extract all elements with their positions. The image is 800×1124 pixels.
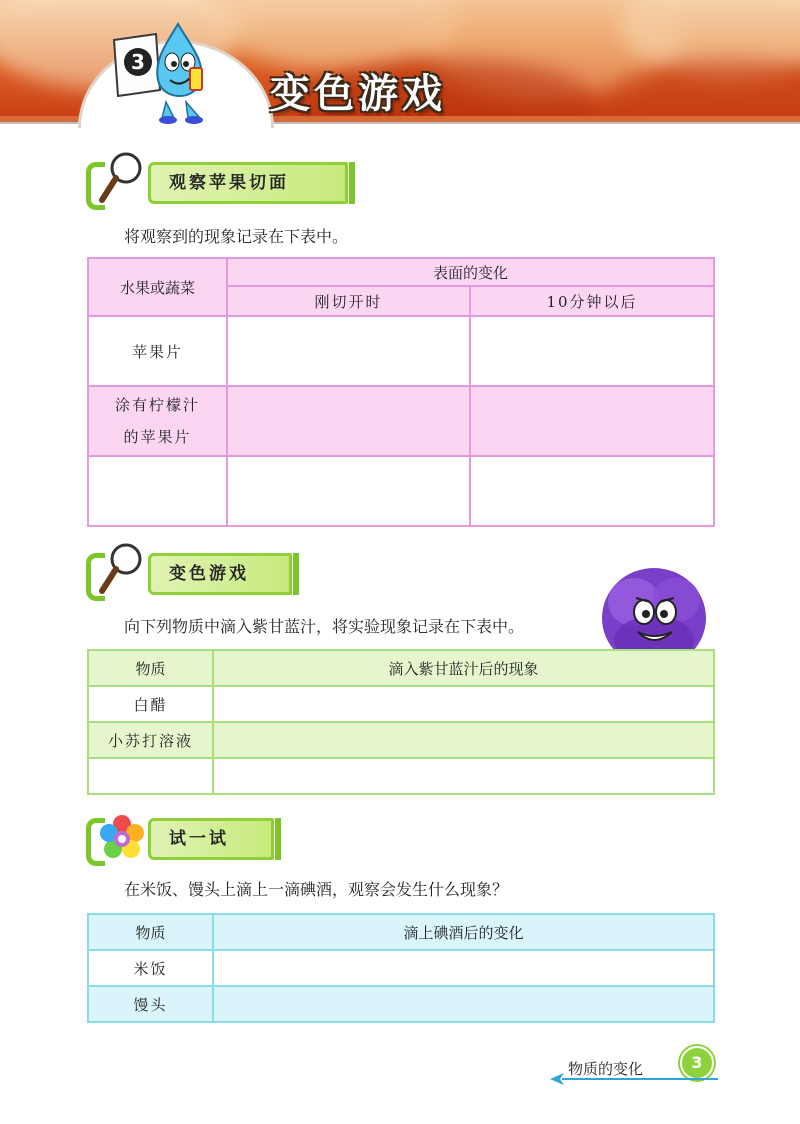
table-cell-input[interactable] <box>213 986 714 1022</box>
table-cell-input[interactable] <box>213 950 714 986</box>
table-row <box>88 686 714 722</box>
table-cell-input[interactable] <box>213 686 714 722</box>
page-title: 变色游戏 <box>270 71 446 117</box>
arrow-left-icon <box>548 1070 728 1088</box>
table-header-change: 滴上碘酒后的变化 <box>213 914 714 950</box>
table-cell-input[interactable] <box>227 316 470 386</box>
table-cell-input[interactable] <box>213 758 714 794</box>
row-label: 涂有柠檬汁 的苹果片 <box>88 386 227 456</box>
table-header-phenomenon: 滴入紫甘蓝汁后的现象 <box>213 650 714 686</box>
table-cell-input[interactable] <box>470 316 714 386</box>
table-cell-input[interactable] <box>470 386 714 456</box>
table-row <box>88 758 714 794</box>
row-label: 小苏打溶液 <box>88 722 213 758</box>
row-label: 馒头 <box>88 986 213 1022</box>
section-intro: 向下列物质中滴入紫甘蓝汁，将实验现象记录在下表中。 <box>124 617 525 636</box>
magnifier-icon <box>98 541 146 599</box>
mascot-icon <box>108 18 218 126</box>
table-row <box>88 722 714 758</box>
table-cell-input[interactable] <box>88 758 213 794</box>
apple-observation-table <box>87 257 715 527</box>
page-number: 3 <box>680 1046 714 1080</box>
footer-unit-label: 物质的变化 <box>568 1060 644 1078</box>
table-header-surface-change: 表面的变化 <box>227 258 714 286</box>
table-header-item: 水果或蔬菜 <box>88 258 227 316</box>
lesson-number: 3 <box>131 50 145 74</box>
cabbage-juice-table <box>87 649 715 795</box>
section-intro: 在米饭、馒头上滴上一滴碘酒，观察会发生什么现象？ <box>124 880 509 899</box>
row-label: 苹果片 <box>88 316 227 386</box>
table-header-substance: 物质 <box>88 650 213 686</box>
table-header-substance: 物质 <box>88 914 213 950</box>
table-cell-input[interactable] <box>227 456 470 526</box>
section-title: 变色游戏 <box>148 553 292 595</box>
table-row <box>88 950 714 986</box>
row-label: 白醋 <box>88 686 213 722</box>
table-cell-input[interactable] <box>470 456 714 526</box>
table-header-after-10min: 10分钟以后 <box>470 286 714 316</box>
magnifier-icon <box>98 150 146 208</box>
section-title: 观察苹果切面 <box>148 162 348 204</box>
row-label: 米饭 <box>88 950 213 986</box>
iodine-test-table <box>87 913 715 1023</box>
table-row <box>88 316 714 386</box>
table-row <box>88 986 714 1022</box>
table-header-just-cut: 刚切开时 <box>227 286 470 316</box>
table-row <box>88 386 714 456</box>
table-row <box>88 456 714 526</box>
table-cell-input[interactable] <box>88 456 227 526</box>
flower-icon <box>98 810 146 868</box>
table-cell-input[interactable] <box>227 386 470 456</box>
section-intro: 将观察到的现象记录在下表中。 <box>124 227 349 246</box>
table-cell-input[interactable] <box>213 722 714 758</box>
section-title: 试一试 <box>148 818 274 860</box>
